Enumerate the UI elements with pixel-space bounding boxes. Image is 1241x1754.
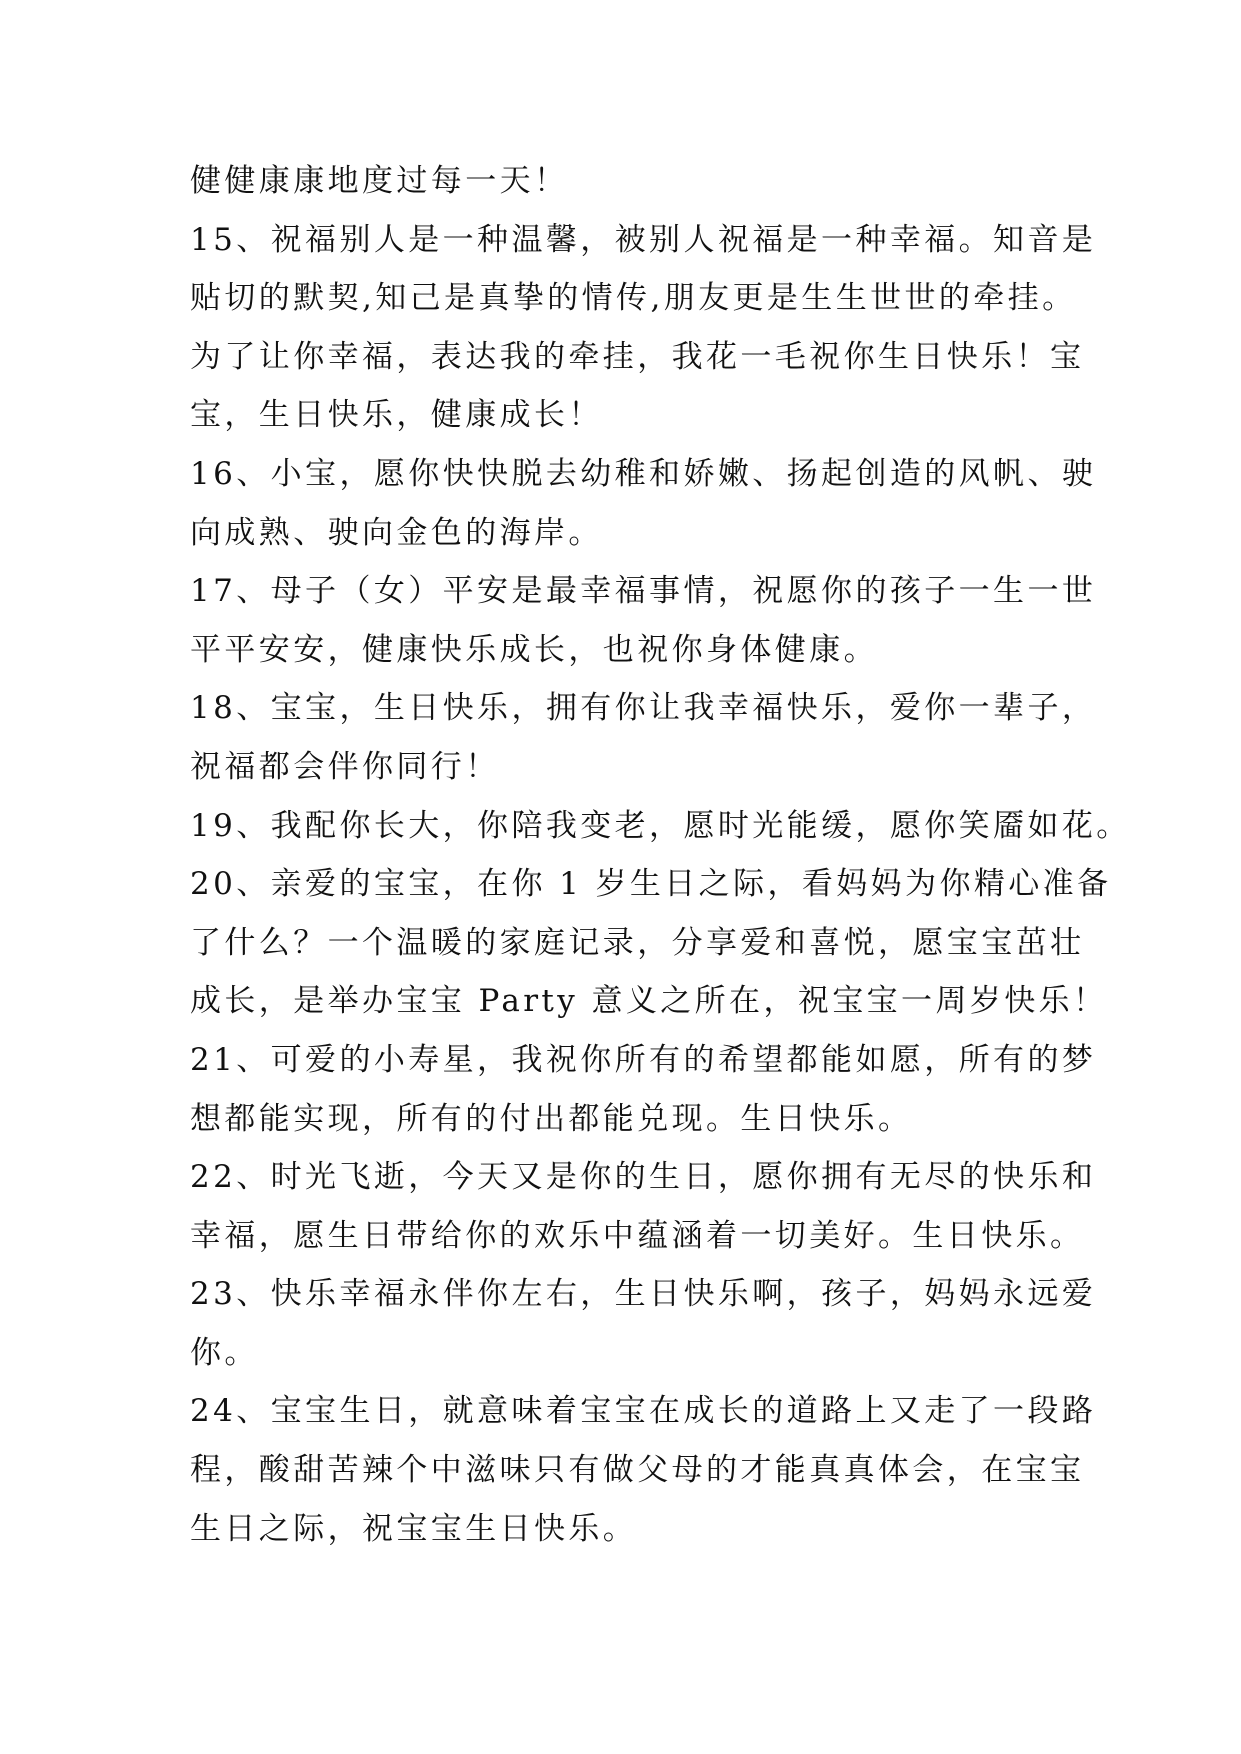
text-line: 幸福，愿生日带给你的欢乐中蕴涵着一切美好。生日快乐。 (190, 1217, 1085, 1254)
text-line: 了什么？一个温暖的家庭记录，分享爱和喜悦，愿宝宝茁壮 (190, 924, 1085, 961)
text-line: 21、可爱的小寿星，我祝你所有的希望都能如愿，所有的梦 (190, 1041, 1097, 1078)
text-line: 16、小宝，愿你快快脱去幼稚和娇嫩、扬起创造的风帆、驶 (190, 455, 1097, 492)
text-line: 贴切的默契,知己是真挚的情传,朋友更是生生世世的牵挂。 (190, 280, 1077, 317)
text-line: 19、我配你长大，你陪我变老，愿时光能缓，愿你笑靥如花。 (190, 807, 1131, 844)
text-line: 你。 (190, 1334, 259, 1371)
text-line: 向成熟、驶向金色的海岸。 (190, 514, 603, 551)
text-line: 17、母子（女）平安是最幸福事情，祝愿你的孩子一生一世 (190, 573, 1097, 610)
text-line: 健健康康地度过每一天！ (190, 163, 569, 199)
text-line: 22、时光飞逝，今天又是你的生日，愿你拥有无尽的快乐和 (190, 1159, 1097, 1196)
text-line: 成长，是举办宝宝 Party 意义之所在，祝宝宝一周岁快乐！ (190, 983, 1108, 1020)
text-line: 想都能实现，所有的付出都能兑现。生日快乐。 (190, 1100, 913, 1137)
text-line: 程，酸甜苦辣个中滋味只有做父母的才能真真体会，在宝宝 (190, 1452, 1085, 1489)
document-body (190, 152, 1131, 1558)
text-line: 为了让你幸福，表达我的牵挂，我花一毛祝你生日快乐！宝 (190, 338, 1085, 375)
text-line: 23、快乐幸福永伴你左右，生日快乐啊，孩子，妈妈永远爱 (190, 1276, 1097, 1313)
text-line: 平平安安，健康快乐成长，也祝你身体健康。 (190, 631, 878, 668)
text-line: 18、宝宝，生日快乐，拥有你让我幸福快乐，爱你一辈子， (190, 690, 1097, 727)
text-line: 15、祝福别人是一种温馨，被别人祝福是一种幸福。知音是 (190, 221, 1097, 258)
text-line: 20、亲爱的宝宝，在你 1 岁生日之际，看妈妈为你精心准备 (190, 866, 1112, 903)
text-line: 祝福都会伴你同行！ (190, 748, 500, 785)
text-line: 24、宝宝生日，就意味着宝宝在成长的道路上又走了一段路 (190, 1393, 1097, 1430)
text-line: 生日之际，祝宝宝生日快乐。 (190, 1510, 638, 1547)
text-line: 宝，生日快乐，健康成长！ (190, 397, 603, 434)
